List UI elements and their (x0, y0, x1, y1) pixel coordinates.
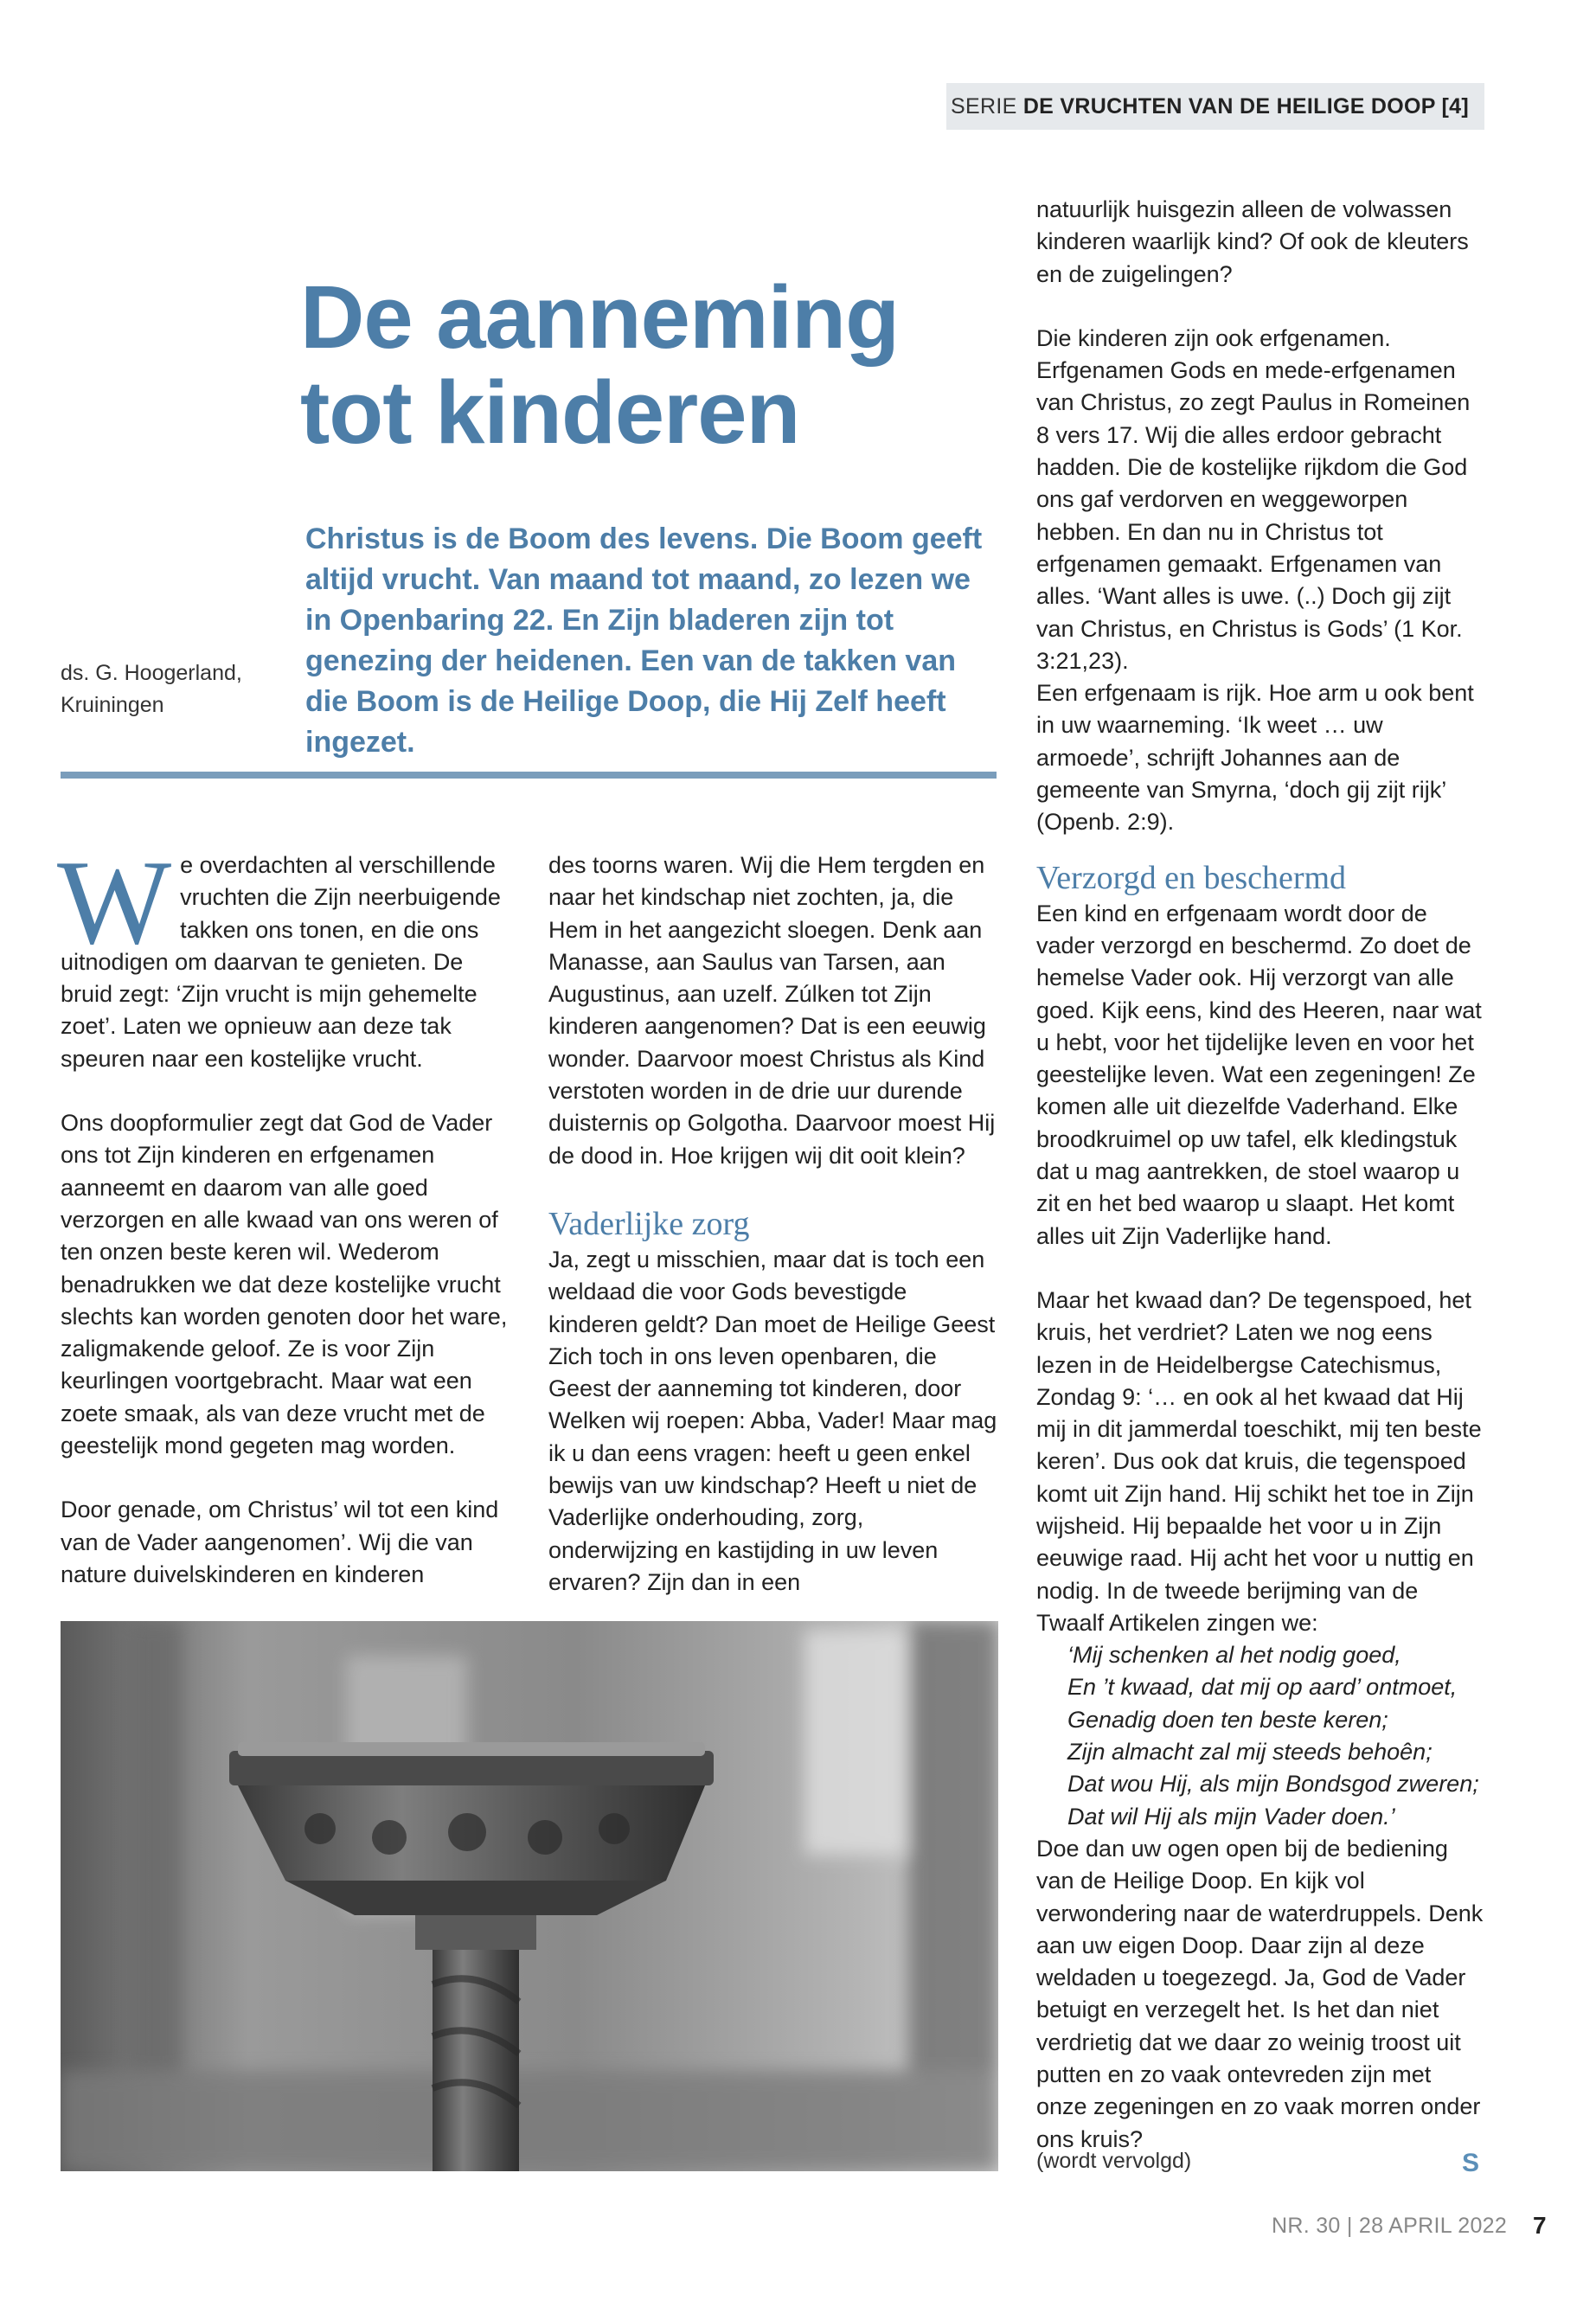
drop-cap: W (57, 836, 172, 970)
paragraph: Ons doopformulier zegt dat God de Vader ons tot Zijn kinderen en erfgenamen aanneemt en daarom van alle goed verzorgen en alle kwaad van ons weren of ten onzen beste keren wil. Wederom benadrukken we dat deze kostelijke vrucht slechts kan worden genoten door het ware, zaligmakende geloof. Ze is voor Zijn keurlingen voortgebracht. Maar wat een zoete smaak, als van deze vrucht met de geestelijk mond gegeten mag worden. (61, 1110, 508, 1459)
font-stem (415, 1915, 536, 1950)
author-place: Kruiningen (61, 693, 164, 717)
section-heading: Verzorgd en beschermd (1036, 859, 1347, 896)
magazine-logo-icon: S (1462, 2149, 1480, 2177)
section-heading: Vaderlijke zorg (548, 1205, 750, 1242)
baptismal-font-photo (61, 1621, 998, 2171)
quote-line: Zijn almacht zal mij steeds behoên; (1067, 1739, 1433, 1766)
paragraph: e overdachten al verschillende vruchten die Zijn neerbuigende takken ons tonen, en die ons uitnodigen om daarvan te genieten. De bruid zegt: ‘Zijn vrucht is mijn gehemelte zoet’. Laten we opnieuw aan deze tak speuren naar een kostelijke vrucht. (61, 852, 501, 1072)
page-number: 7 (1533, 2212, 1547, 2239)
article-column-2 (548, 849, 998, 1599)
quote-line: Dat wil Hij als mijn Vader doen.’ (1067, 1803, 1395, 1830)
article-title (300, 267, 992, 462)
quote-line: Genadig doen ten beste keren; (1067, 1706, 1388, 1733)
paragraph: Een kind en erfgenaam wordt door de vader verzorgd en beschermd. Zo doet de hemelse Vader ook. Hij verzorgt van alle goed. Kijk eens, kind des Heeren, naar wat u hebt, voor het tijdelijke leven en voor het geestelijke leven. Wat een zegeningen! Ze komen alle uit diezelfde Vaderhand. Elke broodkruimel op uw tafel, elk kledingstuk dat u mag aantrekken, de stoel waarop u zit en het bed waarop u slaapt. Het komt alles uit Zijn Vaderlijke hand. (1036, 900, 1482, 1249)
author-byline (61, 657, 260, 721)
author-name: ds. G. Hoogerland, (61, 661, 242, 685)
series-prefix: SERIE (951, 94, 1017, 119)
paragraph: Doe dan uw ogen open bij de bediening van de Heilige Doop. En kijk vol verwondering naar de waterdruppels. Denk aan uw eigen Doop. Daar zijn al deze weldaden u toegezegd. Ja, God de Vader betuigt en verzegelt het. Is het dan niet verdrietig dat we daar zo weinig troost uit putten en zo vaak ontevreden zijn met onze zegeningen en zo vaak morren onder ons kruis? (1036, 1835, 1484, 2152)
quote-line: ‘Mij schenken al het nodig goed, (1067, 1642, 1401, 1669)
article-column-3 (1036, 194, 1486, 2156)
paragraph: Door genade, om Christus’ wil tot een kind van de Vader aangenomen’. Wij die van nature duivelskinderen en kinderen (61, 1497, 499, 1587)
hymn-quote (1036, 1639, 1486, 1833)
series-title: DE VRUCHTEN VAN DE HEILIGE DOOP [4] (1022, 94, 1469, 119)
paragraph: Een erfgenaam is rijk. Hoe arm u ook bent in uw waarneming. ‘Ik weet … uw armoede’, schrijft Johannes aan de gemeente van Smyrna, ‘doch gij zijt rijk’ (Openb. 2:9). (1036, 680, 1474, 836)
title-line-1: De aanneming (300, 267, 900, 367)
paragraph: Ja, zegt u misschien, maar dat is toch een weldaad die voor Gods bevestigde kinderen geldt? Dan moet de Heilige Geest Zich toch in ons leven openbaren, die Geest der aanneming tot kinderen, door Welken wij roepen: Abba, Vader! Maar mag ik u dan eens vragen: heeft u geen enkel bewijs van uw kindschap? Heeft u niet de Vaderlijke onderhouding, zorg, onderwijzing en kastijding in uw leven ervaren? Zijn dan in een (548, 1246, 997, 1595)
article-column-1 (57, 836, 510, 1591)
section-divider (61, 772, 997, 779)
quote-line: Dat wou Hij, als mijn Bondsgod zweren; (1067, 1771, 1479, 1798)
title-line-2: tot kinderen (300, 362, 800, 462)
paragraph: Maar het kwaad dan? De tegenspoed, het kruis, het verdriet? Laten we nog eens lezen in de Heidelbergse Catechismus, Zondag 9: ‘… en ook al het kwaad dat Hij mij in dit jammerdal toeschikt, mij ten beste keren’. Dus ook dat kruis, die tegenspoed komt uit Zijn hand. Hij schikt het toe in Zijn wijsheid. Hij bepaalde het voor u in Zijn eeuwige raad. Hij acht het voor u nuttig en nodig. In de tweede berijming van de Twaalf Artikelen zingen we: (1036, 1286, 1482, 1636)
paragraph: Die kinderen zijn ook erfgenamen. Erfgenamen Gods en mede-erfgenamen van Christus, zo zegt Paulus in Romeinen 8 vers 17. Wij die alles erdoor gebracht hadden. Die de kostelijke rijkdom die God ons gaf verdorven en weggeworpen hebben. En dan nu in Christus tot erfgenamen gemaakt. Erfgenamen van alles. ‘Want alles is uwe. (..) Doch gij zijt van Christus, en Christus is Gods’ (1 Kor. 3:21,23). (1036, 324, 1471, 674)
paragraph: des toorns waren. Wij die Hem tergden en naar het kindschap niet zochten, ja, die Hem in het aangezicht sloegen. Denk aan Manasse, aan Saulus van Tarsen, aan Augustinus, aan uzelf. Zúlken tot Zijn kinderen aangenomen? Dat is een eeuwig wonder. Daarvoor moest Christus als Kind verstoten worden in de drie uur durende duisternis op Golgotha. Daarvoor moest Hij de dood in. Hoe krijgen wij dit ooit klein? (548, 852, 996, 1169)
article-intro: Christus is de Boom des levens. Die Boom geeft altijd vrucht. Van maand tot maand, zo lezen we in Openbaring 22. En Zijn bladeren zijn tot genezing der heidenen. Een van de takken van die Boom is de Heilige Doop, die Hij Zelf heeft ingezet. (305, 522, 983, 759)
to-be-continued: (wordt vervolgd) (1036, 2149, 1192, 2173)
series-label (946, 83, 1484, 130)
issue-info: NR. 30 | 28 APRIL 2022 (1272, 2214, 1508, 2238)
paragraph: natuurlijk huisgezin alleen de volwassen kinderen waarlijk kind? Of ook de kleuters en de zuigelingen? (1036, 196, 1469, 287)
quote-line: En ’t kwaad, dat mij op aard’ ontmoet, (1067, 1674, 1458, 1701)
